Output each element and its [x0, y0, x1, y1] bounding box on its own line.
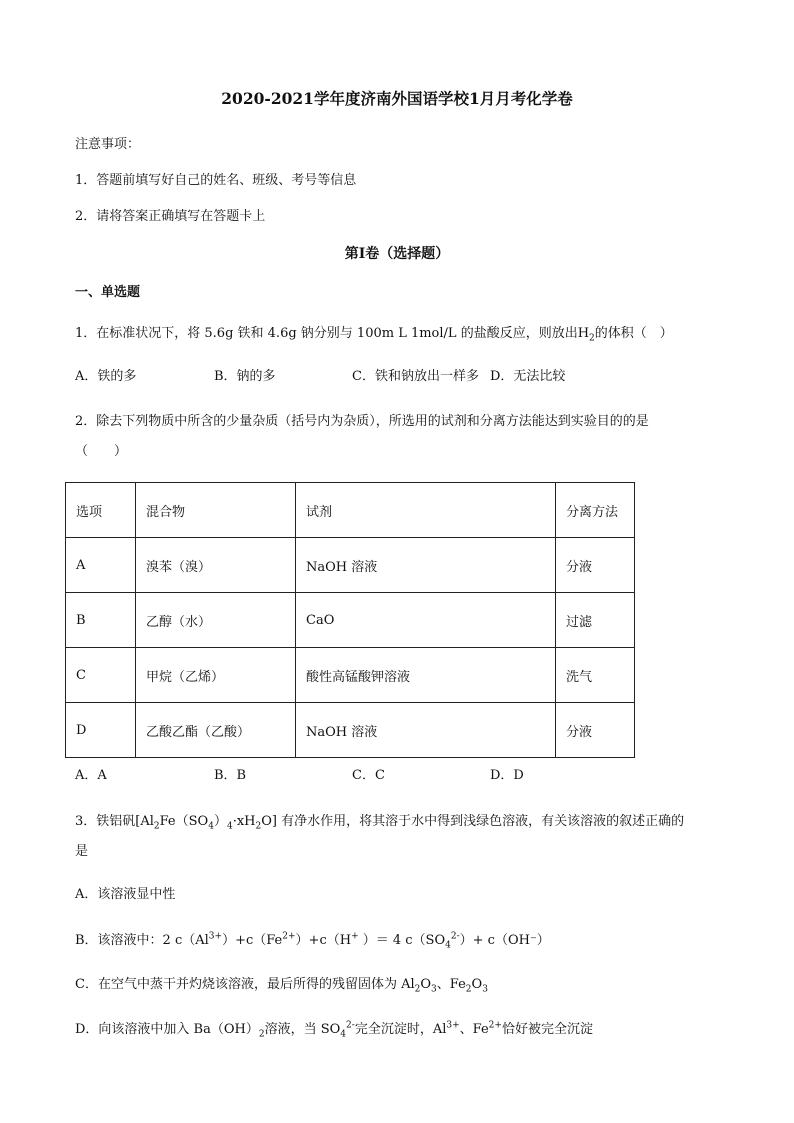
table-cell: C — [66, 648, 136, 703]
notice-item-2: 2．请将答案正确填写在答题卡上 — [75, 209, 266, 224]
exam-title: 2020-2021学年度济南外国语学校1月月考化学卷 — [221, 89, 573, 108]
section-title: 第I卷（选择题） — [344, 246, 450, 262]
table-cell: A — [66, 538, 136, 593]
q2-option-c: C．C — [352, 768, 385, 783]
q1-option-c: C．铁和钠放出一样多 — [352, 369, 479, 384]
q2-option-a: A．A — [75, 768, 107, 783]
q2-option-d: D．D — [490, 768, 524, 783]
table-cell: 甲烷（乙烯） — [136, 648, 296, 703]
q1-option-a: A．铁的多 — [75, 369, 137, 384]
q2-stem-line2: （ ） — [75, 444, 128, 459]
q3-option-d: D．向该溶液中加入 $Ba(OH)_2$溶液，当 $SO_4^{2-}$完全沉淀时，$Al^{3+}$、$Fe^{2+}$恰好被完全沉淀 — [75, 1020, 593, 1040]
table-header-cell: 分离方法 — [556, 483, 635, 538]
table-cell: 乙醇（水） — [136, 593, 296, 648]
q3-option-a: A．该溶液显中性 — [75, 887, 176, 902]
table-cell: NaOH 溶液 — [296, 703, 556, 758]
table-cell: B — [66, 593, 136, 648]
q1-stem: 1．在标准状况下，将 5.6g 铁和 4.6g 钠分别与 100m L 1mol/L 的盐酸反应，则放出$H_2$的体积（ ） — [75, 326, 673, 344]
table-header-row — [66, 483, 635, 538]
notice-heading: 注意事项： — [75, 137, 141, 152]
table-cell: D — [66, 703, 136, 758]
table-cell: CaO — [296, 593, 556, 648]
table-header-cell: 混合物 — [136, 483, 296, 538]
q3-option-c: C．在空气中蒸干并灼烧该溶液，最后所得的残留固体为 $Al_2O_3$、$Fe_2O_3$ — [75, 977, 488, 995]
table-row — [66, 538, 635, 593]
q1-option-d: D．无法比较 — [490, 369, 566, 384]
q3-stem-line2: 是 — [75, 844, 89, 859]
q2-option-b: B．B — [214, 768, 247, 783]
table-row — [66, 703, 635, 758]
table-cell: 乙酸乙酯（乙酸） — [136, 703, 296, 758]
q3-option-b: B．该溶液中：2 $c(Al^{3+})+c(Fe^{2+})+c(H^+$ ）＝ 4 $c(SO_4^{2-})+ c(OH^-)$ — [75, 931, 550, 951]
notice-item-1: 1．答题前填写好自己的姓名、班级、考号等信息 — [75, 173, 357, 188]
q2-table — [65, 482, 635, 758]
table-cell: 洗气 — [556, 648, 635, 703]
table-header-cell: 试剂 — [296, 483, 556, 538]
q1-option-b: B．钠的多 — [214, 369, 276, 384]
q2-stem-line1: 2．除去下列物质中所含的少量杂质（括号内为杂质），所选用的试剂和分离方法能达到实验目的的是 — [75, 414, 649, 429]
table-cell: 分液 — [556, 703, 635, 758]
q3-stem-line1: 3．铁铝矾$[Al_2Fe(SO_4)_4\cdot xH_2O]$ 有净水作用，将其溶于水中得到浅绿色溶液，有关该溶液的叙述正确的 — [75, 814, 685, 832]
table-row — [66, 648, 635, 703]
table-cell: 分液 — [556, 538, 635, 593]
table-row — [66, 593, 635, 648]
table-cell: 溴苯（溴） — [136, 538, 296, 593]
table-cell: 过滤 — [556, 593, 635, 648]
table-cell: 酸性高锰酸钾溶液 — [296, 648, 556, 703]
part-heading: 一、单选题 — [75, 285, 141, 300]
table-cell: NaOH 溶液 — [296, 538, 556, 593]
table-header-cell: 选项 — [66, 483, 136, 538]
